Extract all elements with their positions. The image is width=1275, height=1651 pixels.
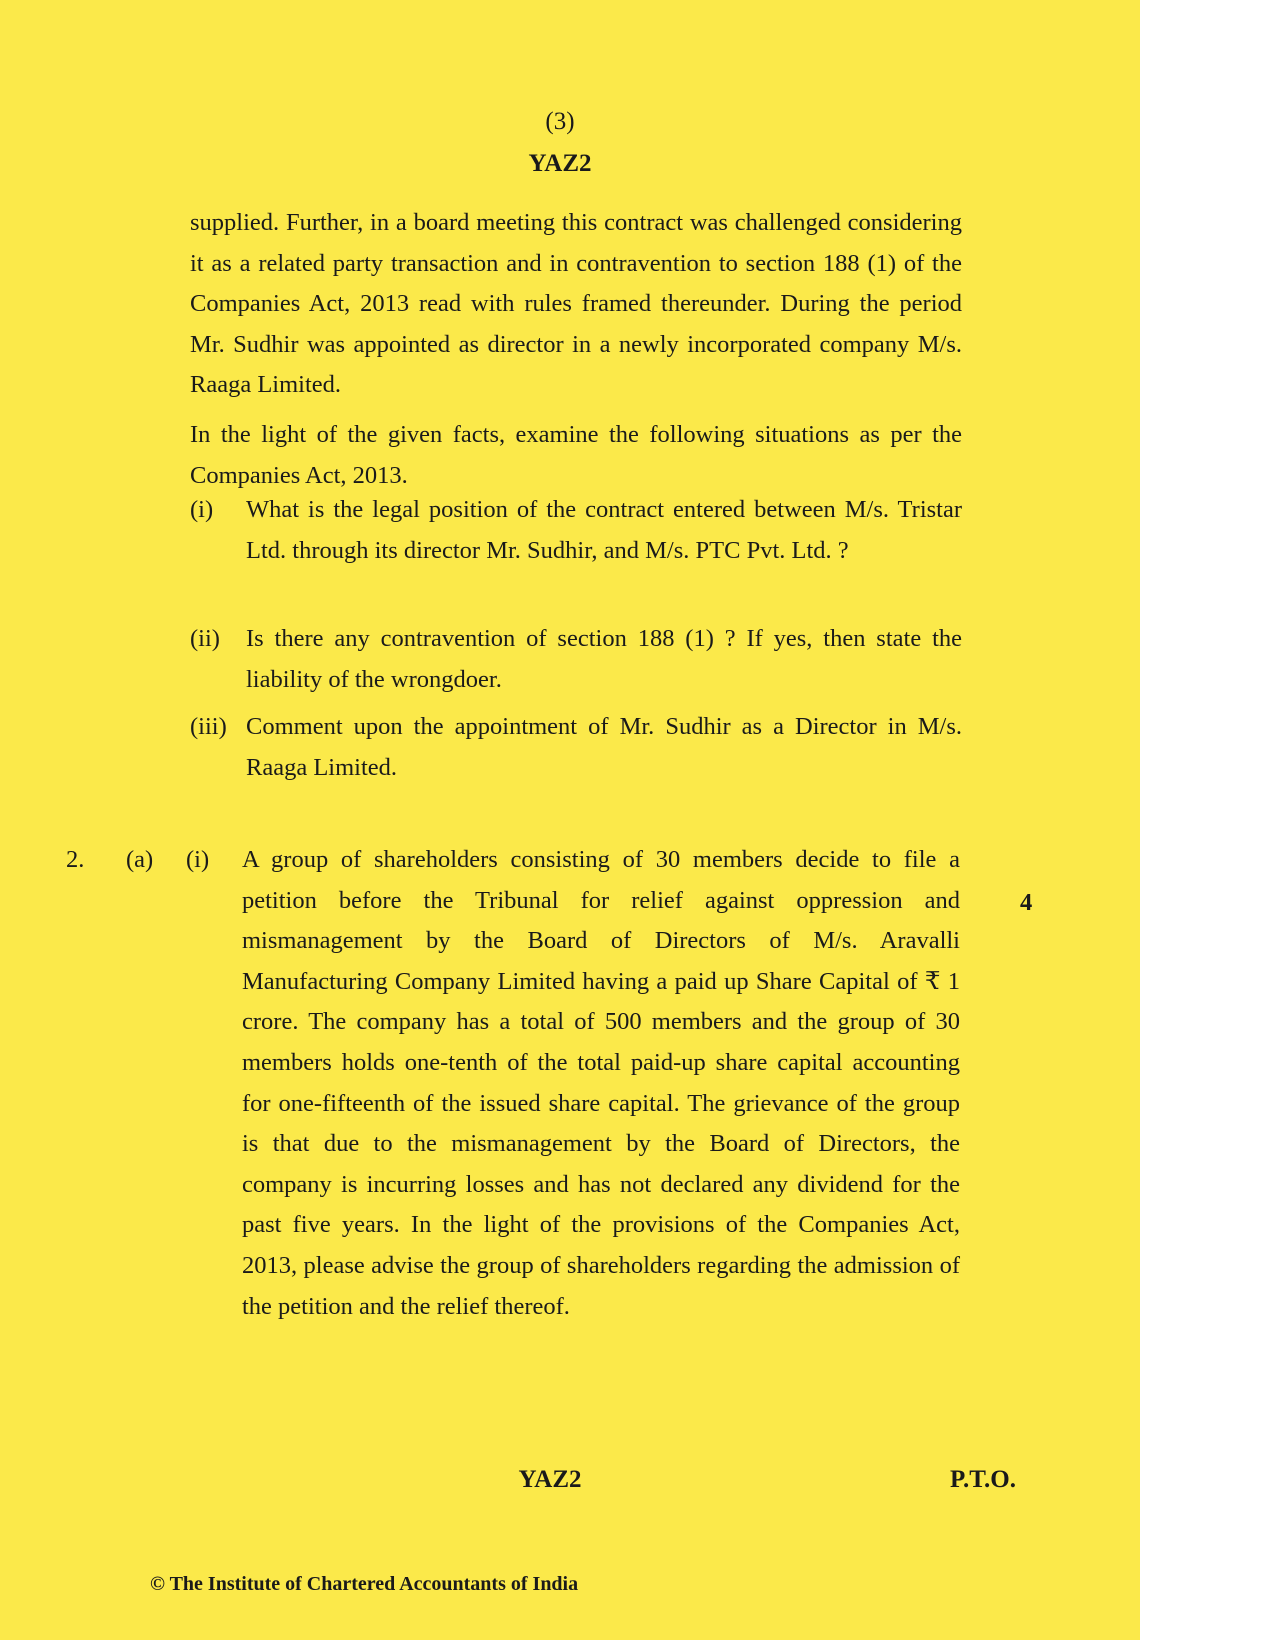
pto-label: P.T.O. bbox=[950, 1466, 1016, 1493]
marks: 4 bbox=[1020, 889, 1033, 916]
sub-question-label: (ii) bbox=[190, 625, 220, 652]
sub-question-label: (i) bbox=[190, 496, 214, 523]
copyright-notice: © The Institute of Chartered Accountants of India bbox=[150, 1573, 579, 1595]
sub-question-text: Comment upon the appointment of Mr. Sudhir as a Director in M/s. Raaga Limited. bbox=[246, 713, 962, 781]
question-continuation: supplied. Further, in a board meeting this contract was challenged considering it as a related party transaction and in contravention to section 188 (1) of the Companies Act, 2013 read with rules framed thereunder. During the period Mr. Sudhir was appointed as director in a newly incorporated company M/s. Raaga Limited. bbox=[190, 209, 962, 399]
paper-code-header: YAZ2 bbox=[528, 150, 592, 177]
page-number: (3) bbox=[545, 108, 575, 135]
sub-question-text: What is the legal position of the contract entered between M/s. Tristar Ltd. through its director Mr. Sudhir, and M/s. PTC Pvt. Ltd. ? bbox=[246, 496, 962, 564]
question-part-label: (a) bbox=[126, 846, 154, 873]
question-2-text: A group of shareholders consisting of 30 members decide to file a petition before the Tribunal for relief against oppression and mismanagement by the Board of Directors of M/s. Aravalli Manufacturing Company Limited having a paid up Share Capital of ₹ 1 crore. The company has a total of 500 members and the group of 30 members holds one-tenth of the total paid-up share capital accounting for one-fifteenth of the issued share capital. The grievance of the group is that due to the mismanagement by the Board of Directors, the company is incurring losses and has not declared any dividend for the past five years. In the light of the provisions of the Companies Act, 2013, please advise the group of shareholders regarding the admission of the petition and the relief thereof. bbox=[242, 846, 960, 1320]
paper-code-footer: YAZ2 bbox=[518, 1466, 582, 1493]
sub-question-text: Is there any contravention of section 188 (1) ? If yes, then state the liability of the wrongdoer. bbox=[246, 625, 962, 693]
sub-question-label: (i) bbox=[186, 846, 210, 873]
question-number: 2. bbox=[66, 846, 85, 873]
question-intro: In the light of the given facts, examine the following situations as per the Companies Act, 2013. bbox=[190, 421, 962, 489]
sub-question-label: (iii) bbox=[190, 713, 227, 740]
